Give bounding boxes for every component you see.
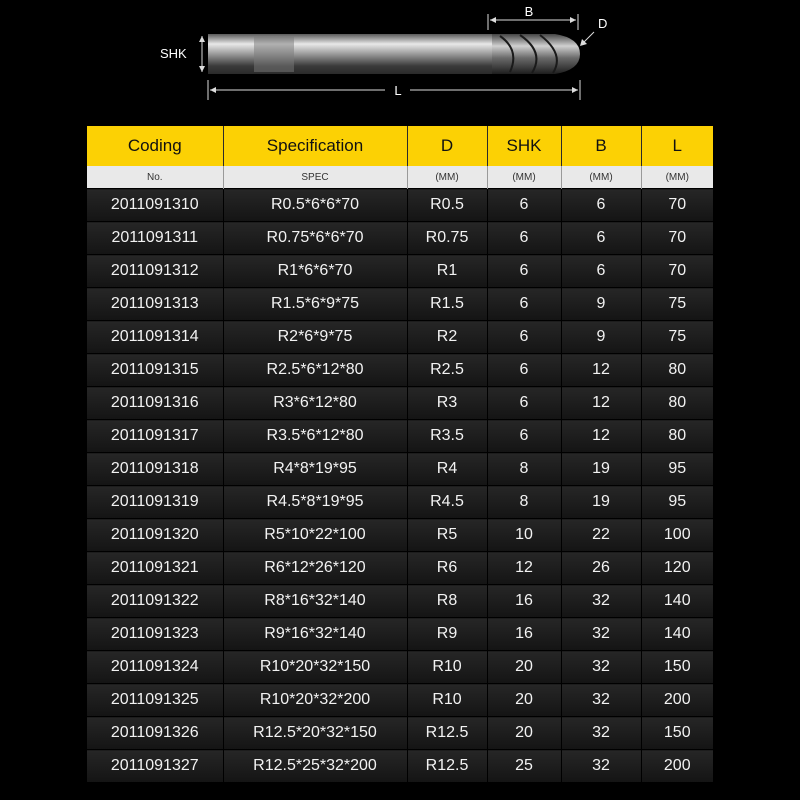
cell-b: 32 xyxy=(561,684,641,717)
cell-shk: 16 xyxy=(487,618,561,651)
cell-d: R12.5 xyxy=(407,750,487,783)
cell-d: R4 xyxy=(407,453,487,486)
table-row xyxy=(87,486,713,519)
cell-b: 32 xyxy=(561,651,641,684)
table-row xyxy=(87,651,713,684)
cell-coding: 2011091319 xyxy=(87,486,223,519)
cell-coding: 2011091317 xyxy=(87,420,223,453)
cell-b: 32 xyxy=(561,717,641,750)
col-header-specification: Specification xyxy=(223,126,407,166)
cell-b: 32 xyxy=(561,750,641,783)
cell-specification: R3*6*12*80 xyxy=(223,387,407,420)
cell-d: R3.5 xyxy=(407,420,487,453)
cell-specification: R4*8*19*95 xyxy=(223,453,407,486)
cell-specification: R12.5*20*32*150 xyxy=(223,717,407,750)
table-row xyxy=(87,387,713,420)
cell-coding: 2011091321 xyxy=(87,552,223,585)
cell-specification: R4.5*8*19*95 xyxy=(223,486,407,519)
cell-specification: R8*16*32*140 xyxy=(223,585,407,618)
cell-specification: R2*6*9*75 xyxy=(223,321,407,354)
label-d: D xyxy=(598,16,608,31)
cell-d: R0.75 xyxy=(407,222,487,255)
cell-specification: R3.5*6*12*80 xyxy=(223,420,407,453)
cell-b: 6 xyxy=(561,222,641,255)
cell-specification: R1.5*6*9*75 xyxy=(223,288,407,321)
unit-coding: No. xyxy=(87,166,223,189)
cell-shk: 6 xyxy=(487,354,561,387)
col-header-coding: Coding xyxy=(87,126,223,166)
table-row xyxy=(87,585,713,618)
cell-l: 150 xyxy=(641,651,713,684)
unit-b: (MM) xyxy=(561,166,641,189)
cell-coding: 2011091326 xyxy=(87,717,223,750)
cell-d: R3 xyxy=(407,387,487,420)
cell-coding: 2011091311 xyxy=(87,222,223,255)
cell-coding: 2011091320 xyxy=(87,519,223,552)
cell-shk: 16 xyxy=(487,585,561,618)
cell-specification: R1*6*6*70 xyxy=(223,255,407,288)
cell-d: R0.5 xyxy=(407,189,487,222)
label-shk: SHK xyxy=(160,46,187,61)
cell-specification: R0.75*6*6*70 xyxy=(223,222,407,255)
cell-l: 70 xyxy=(641,255,713,288)
cell-l: 80 xyxy=(641,354,713,387)
cell-l: 95 xyxy=(641,486,713,519)
cell-shk: 20 xyxy=(487,717,561,750)
cell-shk: 6 xyxy=(487,255,561,288)
cell-d: R9 xyxy=(407,618,487,651)
cell-shk: 6 xyxy=(487,189,561,222)
cell-shk: 20 xyxy=(487,684,561,717)
cell-l: 120 xyxy=(641,552,713,585)
table-row xyxy=(87,354,713,387)
cell-specification: R10*20*32*200 xyxy=(223,684,407,717)
cell-shk: 8 xyxy=(487,453,561,486)
cell-l: 140 xyxy=(641,585,713,618)
cell-b: 22 xyxy=(561,519,641,552)
col-header-l: L xyxy=(641,126,713,166)
table-row xyxy=(87,717,713,750)
table-row xyxy=(87,222,713,255)
cell-coding: 2011091316 xyxy=(87,387,223,420)
cell-b: 12 xyxy=(561,387,641,420)
table-row xyxy=(87,519,713,552)
cell-b: 9 xyxy=(561,321,641,354)
cell-coding: 2011091318 xyxy=(87,453,223,486)
cell-l: 200 xyxy=(641,750,713,783)
table-row xyxy=(87,750,713,783)
table-row xyxy=(87,288,713,321)
cell-shk: 8 xyxy=(487,486,561,519)
col-header-d: D xyxy=(407,126,487,166)
cell-coding: 2011091325 xyxy=(87,684,223,717)
tool-neck xyxy=(254,36,294,72)
cell-b: 6 xyxy=(561,255,641,288)
cell-l: 75 xyxy=(641,288,713,321)
cell-b: 26 xyxy=(561,552,641,585)
unit-row xyxy=(87,166,713,189)
ball-end-mill-diagram xyxy=(0,0,800,110)
unit-shk: (MM) xyxy=(487,166,561,189)
cell-l: 150 xyxy=(641,717,713,750)
cell-b: 32 xyxy=(561,618,641,651)
cell-shk: 25 xyxy=(487,750,561,783)
cell-d: R1 xyxy=(407,255,487,288)
cell-b: 6 xyxy=(561,189,641,222)
cell-l: 200 xyxy=(641,684,713,717)
cell-b: 19 xyxy=(561,486,641,519)
cell-specification: R12.5*25*32*200 xyxy=(223,750,407,783)
label-l: L xyxy=(394,83,402,98)
cell-d: R8 xyxy=(407,585,487,618)
cell-specification: R10*20*32*150 xyxy=(223,651,407,684)
col-header-b: B xyxy=(561,126,641,166)
cell-b: 19 xyxy=(561,453,641,486)
spec-table xyxy=(87,126,713,782)
cell-l: 140 xyxy=(641,618,713,651)
cell-coding: 2011091310 xyxy=(87,189,223,222)
cell-b: 12 xyxy=(561,420,641,453)
cell-specification: R6*12*26*120 xyxy=(223,552,407,585)
cell-l: 80 xyxy=(641,420,713,453)
table-row xyxy=(87,420,713,453)
table-row xyxy=(87,255,713,288)
cell-d: R2 xyxy=(407,321,487,354)
cell-d: R4.5 xyxy=(407,486,487,519)
cell-shk: 12 xyxy=(487,552,561,585)
unit-l: (MM) xyxy=(641,166,713,189)
unit-specification: SPEC xyxy=(223,166,407,189)
cell-coding: 2011091312 xyxy=(87,255,223,288)
cell-d: R12.5 xyxy=(407,717,487,750)
cell-d: R5 xyxy=(407,519,487,552)
cell-d: R6 xyxy=(407,552,487,585)
cell-d: R1.5 xyxy=(407,288,487,321)
cell-coding: 2011091313 xyxy=(87,288,223,321)
label-b: B xyxy=(524,4,534,19)
cell-l: 70 xyxy=(641,189,713,222)
cell-shk: 6 xyxy=(487,222,561,255)
table-row xyxy=(87,453,713,486)
cell-coding: 2011091323 xyxy=(87,618,223,651)
cell-coding: 2011091324 xyxy=(87,651,223,684)
cell-coding: 2011091322 xyxy=(87,585,223,618)
cell-shk: 6 xyxy=(487,321,561,354)
cell-shk: 20 xyxy=(487,651,561,684)
cell-l: 80 xyxy=(641,387,713,420)
spec-body xyxy=(87,189,713,783)
cell-d: R10 xyxy=(407,684,487,717)
cell-b: 12 xyxy=(561,354,641,387)
cell-coding: 2011091315 xyxy=(87,354,223,387)
col-header-shk: SHK xyxy=(487,126,561,166)
cell-l: 100 xyxy=(641,519,713,552)
tool-shank xyxy=(208,34,492,74)
cell-specification: R2.5*6*12*80 xyxy=(223,354,407,387)
cell-shk: 6 xyxy=(487,387,561,420)
cell-d: R2.5 xyxy=(407,354,487,387)
table-row xyxy=(87,321,713,354)
cell-d: R10 xyxy=(407,651,487,684)
cell-coding: 2011091327 xyxy=(87,750,223,783)
table-row xyxy=(87,618,713,651)
cell-shk: 6 xyxy=(487,288,561,321)
cell-coding: 2011091314 xyxy=(87,321,223,354)
unit-d: (MM) xyxy=(407,166,487,189)
cell-b: 32 xyxy=(561,585,641,618)
header-row xyxy=(87,126,713,166)
cell-specification: R5*10*22*100 xyxy=(223,519,407,552)
cell-specification: R0.5*6*6*70 xyxy=(223,189,407,222)
cell-shk: 6 xyxy=(487,420,561,453)
cell-l: 75 xyxy=(641,321,713,354)
cell-l: 70 xyxy=(641,222,713,255)
table-row xyxy=(87,684,713,717)
table-row xyxy=(87,189,713,222)
cell-l: 95 xyxy=(641,453,713,486)
table-row xyxy=(87,552,713,585)
cell-b: 9 xyxy=(561,288,641,321)
cell-specification: R9*16*32*140 xyxy=(223,618,407,651)
cell-shk: 10 xyxy=(487,519,561,552)
